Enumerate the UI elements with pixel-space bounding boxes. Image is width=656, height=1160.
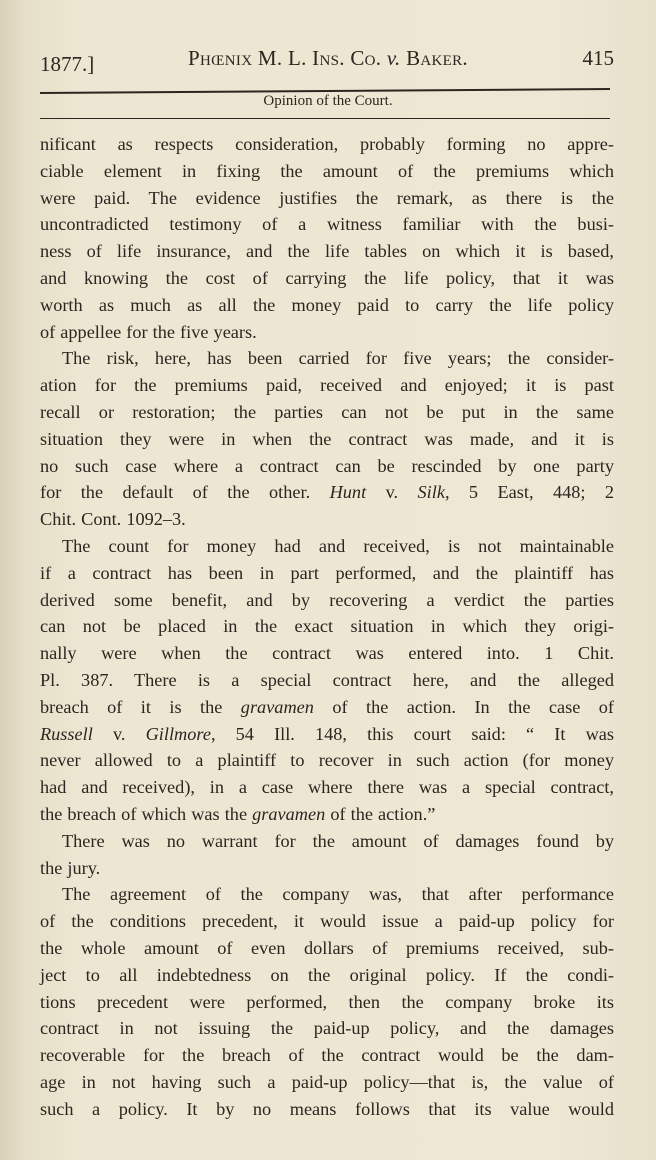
text-line <box>40 453 614 480</box>
text-line <box>40 989 614 1016</box>
text-segment: recall or restoration; the parties can not be put in the same <box>40 401 614 422</box>
text-segment: , 5 East, 448; 2 <box>444 482 614 503</box>
text-line <box>40 721 614 748</box>
text-segment: if a contract has been in part performed, and the plaintiff has <box>40 562 614 583</box>
text-segment: worth as much as all the money paid to carry the life policy <box>40 294 614 315</box>
text-line <box>40 399 614 426</box>
running-head-rule <box>40 118 610 119</box>
text-line <box>40 774 614 801</box>
text-segment: Baker. <box>400 46 468 70</box>
italic-text: Hunt <box>329 482 367 503</box>
text-line <box>40 935 614 962</box>
text-segment: uncontradicted testimony of a witness familiar with the busi- <box>40 214 614 235</box>
text-segment: of appellee for the five years. <box>40 321 257 342</box>
text-line <box>40 801 614 828</box>
text-segment: There was no warrant for the amount of damages found by <box>62 830 614 851</box>
text-line <box>40 211 614 238</box>
text-line <box>40 319 614 346</box>
text-segment: The risk, here, has been carried for five years; the consider- <box>62 348 614 369</box>
text-segment: ness of life insurance, and the life tables on which it is based, <box>40 241 614 262</box>
text-segment: such a policy. It by no means follows that its value would <box>40 1098 614 1119</box>
text-line <box>40 1069 614 1096</box>
text-segment: no such case where a contract can be rescinded by one party <box>40 455 614 476</box>
italic-text: Silk <box>417 482 445 503</box>
text-segment: the whole amount of even dollars of premiums received, sub- <box>40 937 614 958</box>
text-line <box>40 613 614 640</box>
text-segment: situation they were in when the contract was made, and it is <box>40 428 614 449</box>
italic-text: v. <box>386 46 401 70</box>
text-line <box>40 131 614 158</box>
text-segment: nificant as respects consideration, probably forming no appre- <box>40 134 614 154</box>
italic-text: Gillmore <box>145 723 211 744</box>
text-segment: never allowed to a plaintiff to recover in such action (for money <box>40 750 614 771</box>
text-line <box>40 426 614 453</box>
italic-text: Russell <box>40 723 93 744</box>
text-line <box>40 185 614 212</box>
text-segment: ation for the premiums paid, received and enjoyed; it is past <box>40 375 614 396</box>
text-segment: tions precedent were performed, then the company broke its <box>40 991 614 1012</box>
text-segment: v. <box>92 723 146 744</box>
text-line <box>40 667 614 694</box>
text-line <box>40 587 614 614</box>
text-line <box>40 855 614 882</box>
text-segment: of the action. In the case of <box>313 696 614 717</box>
text-segment: contract in not issuing the paid-up policy, and the damages <box>40 1018 614 1039</box>
text-line <box>40 265 614 292</box>
text-segment: the jury. <box>40 857 101 878</box>
text-segment: Chit. Cont. 1092–3. <box>40 509 186 530</box>
text-line <box>40 747 614 774</box>
text-segment: can not be placed in the exact situation in which they origi- <box>40 616 614 637</box>
text-segment: ciable element in fixing the amount of the premiums which <box>40 160 614 181</box>
text-segment: the breach of which was the <box>40 803 253 824</box>
page-number: 415 <box>582 46 614 70</box>
text-segment: of the conditions precedent, it would issue a paid-up policy for <box>40 911 614 932</box>
page-year: 1877.] <box>40 52 95 76</box>
text-line <box>40 533 614 560</box>
text-line <box>40 908 614 935</box>
text-line <box>40 828 614 855</box>
text-segment: Pl. 387. There is a special contract here, and the alleged <box>40 669 614 690</box>
text-line <box>40 1042 614 1069</box>
text-segment: ject to all indebtedness on the original policy. If the condi- <box>40 964 614 985</box>
text-line <box>40 694 614 721</box>
italic-text: gravamen <box>252 803 326 824</box>
text-segment: The count for money had and received, is not maintainable <box>62 535 614 556</box>
running-head: Opinion of the Court. <box>263 93 393 109</box>
text-segment: , 54 Ill. 148, this court said: “ It was <box>210 723 614 744</box>
text-line <box>40 962 614 989</box>
text-segment: nally were when the contract was entered into. 1 Chit. <box>40 643 614 664</box>
text-line <box>40 1096 614 1123</box>
text-segment: had and received), in a case where there was a special contract, <box>40 777 614 798</box>
text-line <box>40 479 614 506</box>
text-segment: breach of it is the <box>40 696 241 717</box>
text-line <box>40 372 614 399</box>
case-title <box>0 46 656 71</box>
text-line <box>40 292 614 319</box>
text-segment: v. <box>366 482 418 503</box>
text-segment: and knowing the cost of carrying the life policy, that it was <box>40 267 614 288</box>
text-segment: of the action.” <box>325 803 436 824</box>
text-segment: recoverable for the breach of the contract would be the dam- <box>40 1045 614 1066</box>
text-segment: derived some benefit, and by recovering a verdict the parties <box>40 589 614 610</box>
text-line <box>40 1015 614 1042</box>
text-line <box>40 560 614 587</box>
text-line <box>40 881 614 908</box>
text-segment: were paid. The evidence justifies the remark, as there is the <box>40 187 614 208</box>
text-segment: The agreement of the company was, that after performance <box>62 884 614 905</box>
text-segment: age in not having such a paid-up policy—that is, the value of <box>40 1071 614 1092</box>
text-segment: Phœnix M. L. Ins. Co. <box>188 46 387 70</box>
text-line <box>40 640 614 667</box>
text-line <box>40 158 614 185</box>
opinion-text <box>40 131 614 1122</box>
text-line <box>40 238 614 265</box>
text-segment: for the default of the other. <box>40 482 330 503</box>
text-line <box>40 506 614 533</box>
italic-text: gravamen <box>240 696 314 717</box>
text-line <box>40 345 614 372</box>
